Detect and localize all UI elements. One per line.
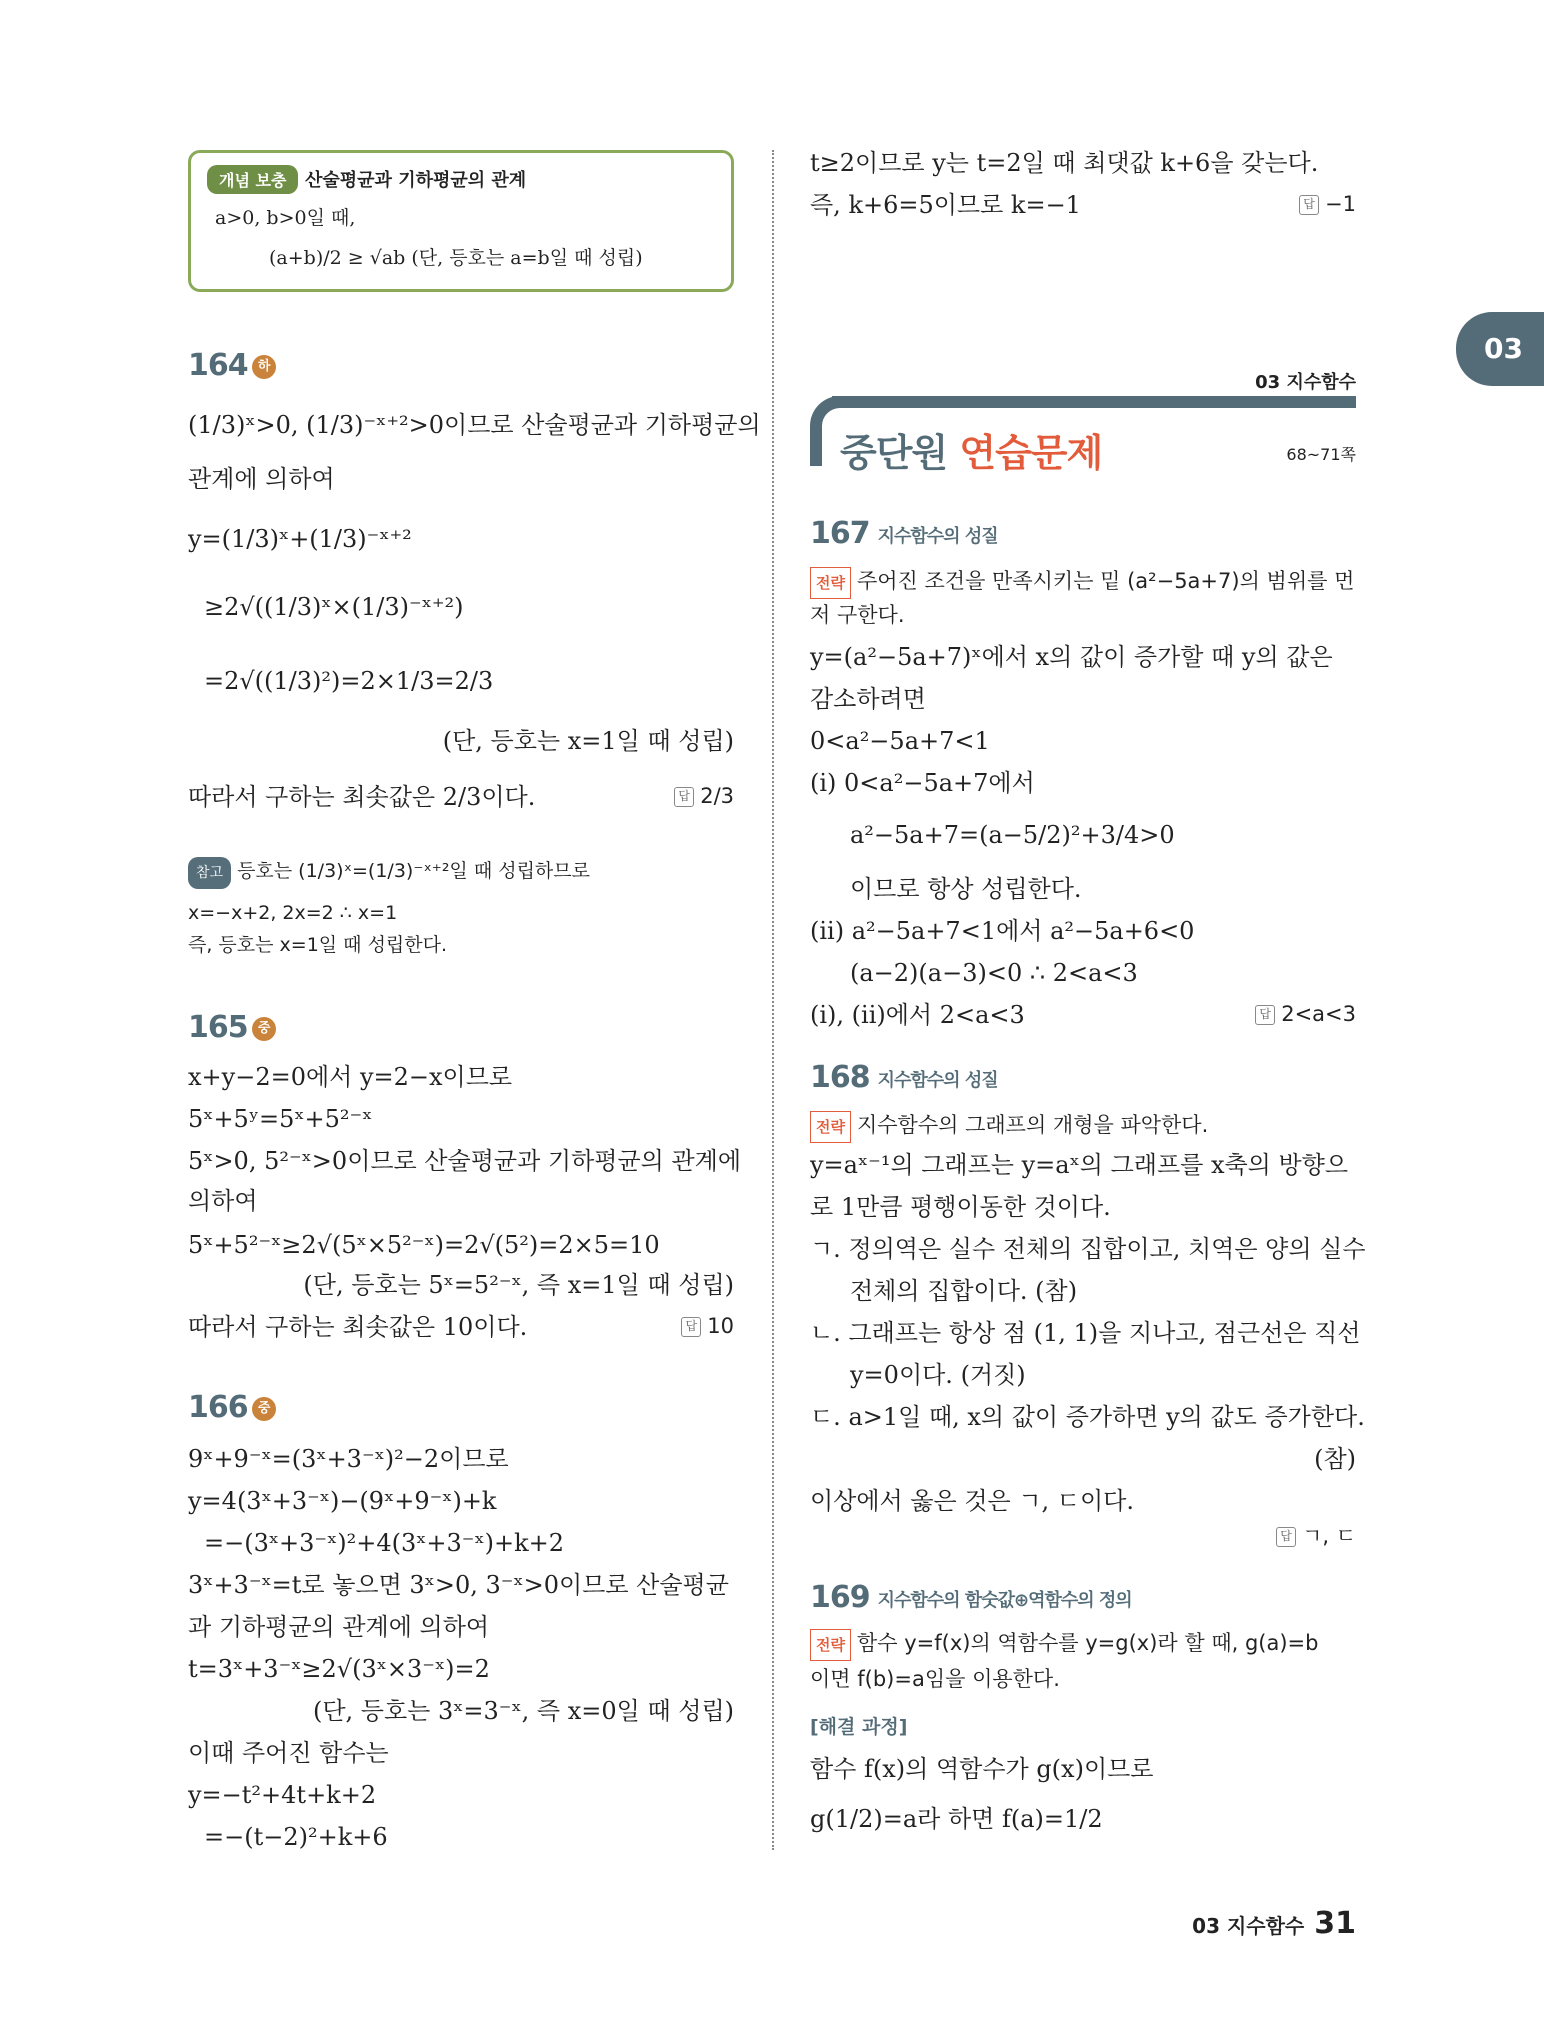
answer: 답 −1 xyxy=(1299,192,1356,216)
problem-number: 168 지수함수의 성질 xyxy=(810,1060,998,1095)
solution-line: a²−5a+7=(a−5/2)²+3/4>0 xyxy=(850,821,1175,849)
process-label: [해결 과정] xyxy=(810,1716,908,1738)
answer: 답 10 xyxy=(681,1314,734,1338)
note-tag: 참고 xyxy=(188,857,231,889)
note-line: 즉, 등호는 x=1일 때 성립한다. xyxy=(188,934,448,956)
strategy-line: 전략 주어진 조건을 만족시키는 밑 (a²−5a+7)의 범위를 먼 xyxy=(810,566,1356,599)
section-title: 중단원 연습문제 xyxy=(840,431,1103,475)
solution-line: 이상에서 옳은 것은 ㄱ, ㄷ이다. xyxy=(810,1487,1134,1515)
concept-tag: 개념 보충 xyxy=(207,165,298,194)
solution-line: 0<a²−5a+7<1 xyxy=(810,727,990,755)
problem-number: 164 하 xyxy=(188,348,276,383)
footer-chapter: 03 지수함수 xyxy=(1192,1914,1305,1938)
solution-line: 5ˣ>0, 5²⁻ˣ>0이므로 산술평균과 기하평균의 관계에 xyxy=(188,1147,742,1175)
problem-number: 169 지수함수의 함숫값⊕역함수의 정의 xyxy=(810,1580,1132,1615)
solution-line: 감소하려면 xyxy=(810,685,926,713)
solution-line: ㄴ. 그래프는 항상 점 (1, 1)을 지나고, 점근선은 직선 xyxy=(810,1319,1361,1347)
solution-line: ㄱ. 정의역은 실수 전체의 집합이고, 치역은 양의 실수 xyxy=(810,1235,1366,1263)
strategy-tag: 전략 xyxy=(810,1111,851,1143)
section-chapter: 03 지수함수 xyxy=(1255,372,1356,393)
solution-line: 9ˣ+9⁻ˣ=(3ˣ+3⁻ˣ)²−2이므로 xyxy=(188,1445,509,1473)
problem-title: 지수함수의 함숫값⊕역함수의 정의 xyxy=(877,1589,1132,1611)
chapter-tab: 03 xyxy=(1456,312,1544,386)
strategy-line: 전략 함수 y=f(x)의 역함수를 y=g(x)라 할 때, g(a)=b xyxy=(810,1628,1356,1661)
answer-icon: 답 xyxy=(1255,1005,1275,1025)
solution-line: 과 기하평균의 관계에 의하여 xyxy=(188,1613,490,1641)
note-line: x=−x+2, 2x=2 ∴ x=1 xyxy=(188,902,398,924)
solution-line: (1/3)ˣ>0, (1/3)⁻ˣ⁺²>0이므로 산술평균과 기하평균의 xyxy=(188,411,761,439)
solution-line: (i), (ii)에서 2<a<3 xyxy=(810,1001,1025,1029)
answer: 답 2/3 xyxy=(674,784,734,808)
solution-line: (참) xyxy=(1314,1445,1356,1473)
solution-line: (ii) a²−5a+7<1에서 a²−5a+6<0 xyxy=(810,917,1195,945)
solution-line: 3ˣ+3⁻ˣ=t로 놓으면 3ˣ>0, 3⁻ˣ>0이므로 산술평균 xyxy=(188,1571,729,1599)
solution-line: 5ˣ+5²⁻ˣ≥2√(5ˣ×5²⁻ˣ)=2√(5²)=2×5=10 xyxy=(188,1231,660,1259)
level-badge: 하 xyxy=(252,355,276,379)
column-divider xyxy=(772,150,774,1850)
solution-line: 즉, k+6=5이므로 k=−1 xyxy=(810,191,1081,219)
solution-line: y=0이다. (거짓) xyxy=(850,1361,1026,1389)
section-pages: 68~71쪽 xyxy=(1286,445,1356,464)
solution-line: 따라서 구하는 최솟값은 10이다. xyxy=(188,1313,528,1341)
solution-line: 따라서 구하는 최솟값은 2/3이다. xyxy=(188,783,536,811)
solution-line: 로 1만큼 평행이동한 것이다. xyxy=(810,1193,1111,1221)
solution-line: =2√((1/3)²)=2×1/3=2/3 xyxy=(204,667,494,695)
level-badge: 중 xyxy=(252,1397,276,1421)
solution-line: (a−2)(a−3)<0 ∴ 2<a<3 xyxy=(850,959,1138,987)
solution-line: =−(3ˣ+3⁻ˣ)²+4(3ˣ+3⁻ˣ)+k+2 xyxy=(204,1529,565,1557)
solution-line: g(1/2)=a라 하면 f(a)=1/2 xyxy=(810,1805,1103,1833)
solution-line: y=−t²+4t+k+2 xyxy=(188,1781,377,1809)
concept-box xyxy=(188,150,734,292)
problem-number: 165 중 xyxy=(188,1010,276,1045)
solution-line: y=(a²−5a+7)ˣ에서 x의 값이 증가할 때 y의 값은 xyxy=(810,643,1333,671)
solution-line: t=3ˣ+3⁻ˣ≥2√(3ˣ×3⁻ˣ)=2 xyxy=(188,1655,490,1683)
answer-icon: 답 xyxy=(674,787,694,807)
solution-line: y=aˣ⁻¹의 그래프는 y=aˣ의 그래프를 x축의 방향으 xyxy=(810,1151,1349,1179)
solution-line: 전체의 집합이다. (참) xyxy=(850,1277,1078,1305)
page-number: 31 xyxy=(1314,1906,1356,1941)
strategy-line: 저 구한다. xyxy=(810,603,905,627)
answer-icon: 답 xyxy=(1299,195,1319,215)
concept-line: a>0, b>0일 때, xyxy=(215,207,356,229)
solution-line: (i) 0<a²−5a+7에서 xyxy=(810,769,1035,797)
strategy-tag: 전략 xyxy=(810,1629,851,1661)
solution-line: 5ˣ+5ʸ=5ˣ+5²⁻ˣ xyxy=(188,1105,373,1133)
problem-title: 지수함수의 성질 xyxy=(877,525,998,547)
concept-line: (a+b)/2 ≥ √ab (단, 등호는 a=b일 때 성립) xyxy=(269,247,643,269)
solution-line: 이므로 항상 성립한다. xyxy=(850,875,1082,903)
solution-line: (단, 등호는 5ˣ=5²⁻ˣ, 즉 x=1일 때 성립) xyxy=(303,1271,734,1299)
problem-number: 167 지수함수의 성질 xyxy=(810,516,998,551)
solution-line: (단, 등호는 3ˣ=3⁻ˣ, 즉 x=0일 때 성립) xyxy=(313,1697,734,1725)
level-badge: 중 xyxy=(252,1017,276,1041)
answer-icon: 답 xyxy=(681,1317,701,1337)
strategy-line: 이면 f(b)=a임을 이용한다. xyxy=(810,1667,1060,1691)
answer: 답 2<a<3 xyxy=(1255,1002,1356,1026)
note-line: 참고 등호는 (1/3)ˣ=(1/3)⁻ˣ⁺²일 때 성립하므로 xyxy=(188,856,734,889)
solution-line: y=(1/3)ˣ+(1/3)⁻ˣ⁺² xyxy=(188,525,412,553)
solution-line: 함수 f(x)의 역함수가 g(x)이므로 xyxy=(810,1755,1154,1783)
solution-line: (단, 등호는 x=1일 때 성립) xyxy=(442,727,734,755)
solution-line: ㄷ. a>1일 때, x의 값이 증가하면 y의 값도 증가한다. xyxy=(810,1403,1365,1431)
solution-line: 이때 주어진 함수는 xyxy=(188,1739,389,1767)
solution-line: x+y−2=0에서 y=2−x이므로 xyxy=(188,1063,513,1091)
solution-line: 의하여 xyxy=(188,1187,258,1215)
problem-number: 166 중 xyxy=(188,1390,276,1425)
answer: 답 ㄱ, ㄷ xyxy=(1276,1520,1356,1550)
solution-line: ≥2√((1/3)ˣ×(1/3)⁻ˣ⁺²) xyxy=(204,593,464,621)
solution-line: 관계에 의하여 xyxy=(188,465,335,493)
concept-title: 산술평균과 기하평균의 관계 xyxy=(305,170,527,191)
page-footer xyxy=(1190,1906,1356,1941)
answer-icon: 답 xyxy=(1276,1527,1296,1547)
solution-line: y=4(3ˣ+3⁻ˣ)−(9ˣ+9⁻ˣ)+k xyxy=(188,1487,497,1515)
solution-line: t≥2이므로 y는 t=2일 때 최댓값 k+6을 갖는다. xyxy=(810,149,1319,177)
problem-title: 지수함수의 성질 xyxy=(877,1069,998,1091)
strategy-tag: 전략 xyxy=(810,567,851,599)
strategy-line: 전략 지수함수의 그래프의 개형을 파악한다. xyxy=(810,1110,1356,1143)
section-rule xyxy=(810,396,1356,410)
solution-line: =−(t−2)²+k+6 xyxy=(204,1823,388,1851)
